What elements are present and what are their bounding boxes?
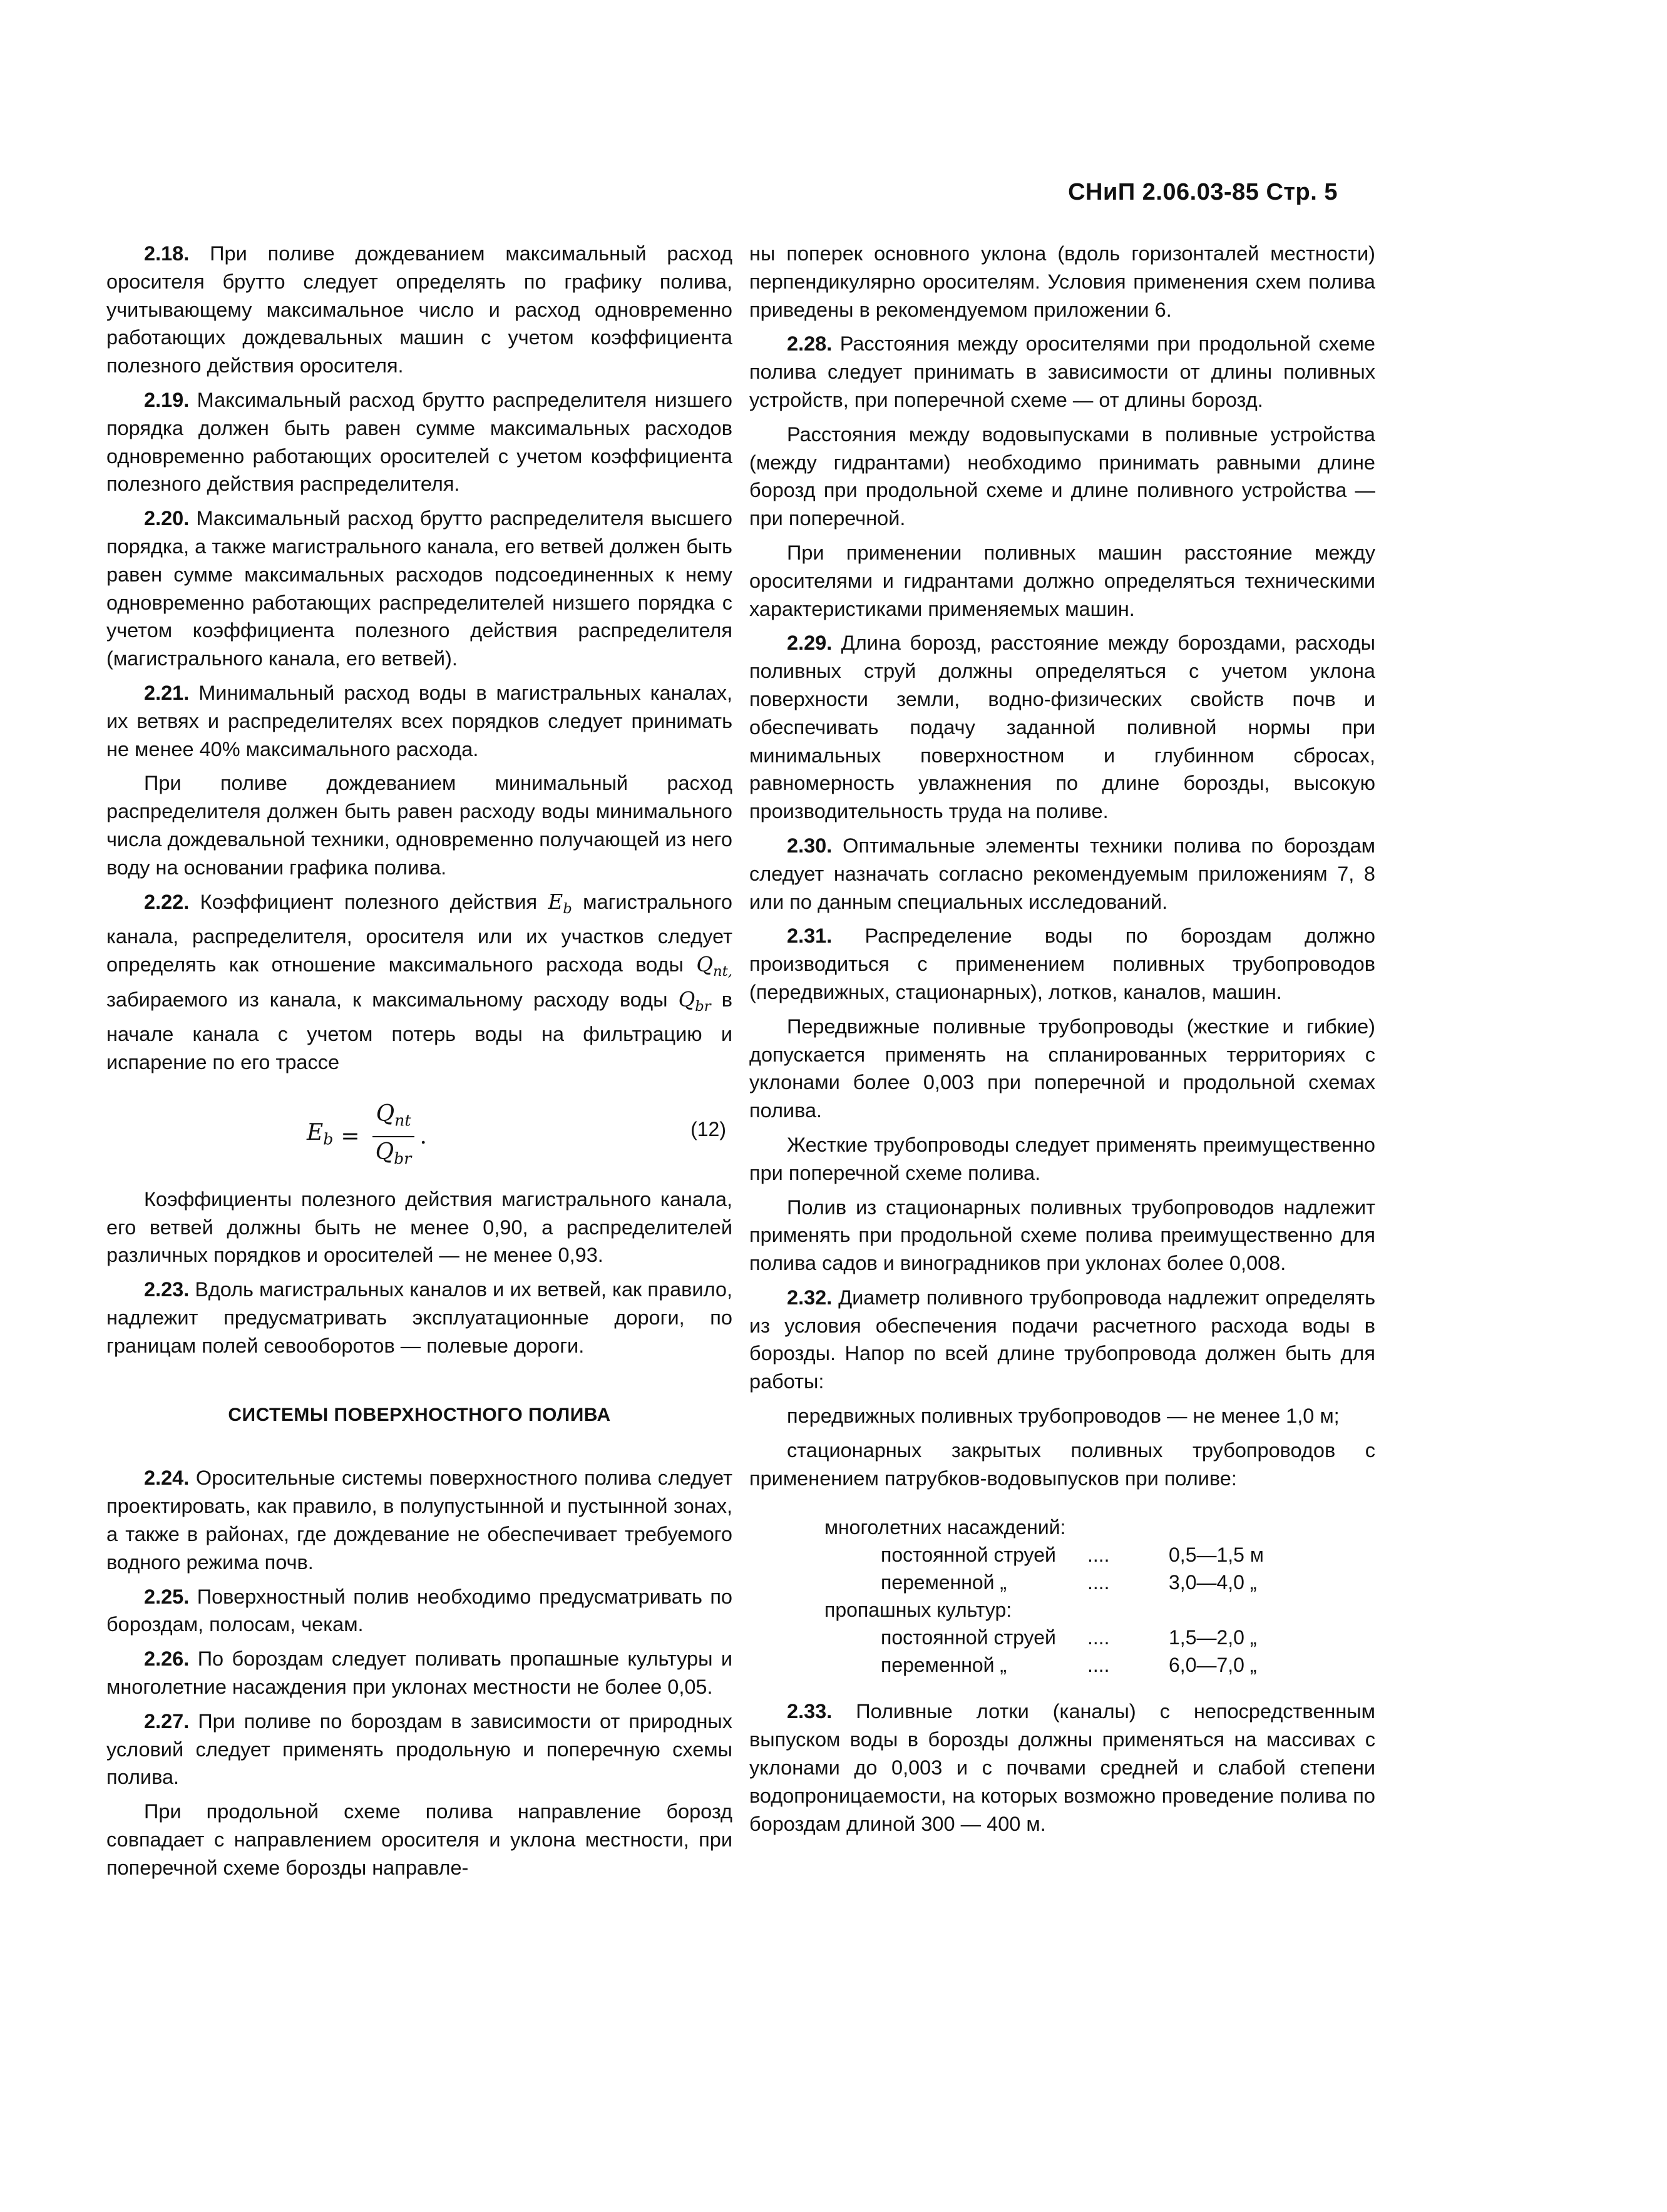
paragraph: Передвижные поливные трубопроводы (жесткие и гибкие) допускается применять на спланированных территориях с уклонами более 0,003 при поперечной и продольной схемах полива. xyxy=(749,1015,1375,1122)
clause-2-33 xyxy=(749,1697,1375,1838)
paragraph: При поливе дождеванием минимальный расход распределителя должен быть равен расходу воды минимального числа дождевальной техники, одновременно получающей из него воду на основании графика полива. xyxy=(106,772,732,879)
paragraph: Коэффициенты полезного действия магистрального канала, его ветвей должны быть не менее 0,90, а распределителей различных порядков и оросителей — не менее 0,93. xyxy=(106,1187,732,1267)
clause-number: 2.24. xyxy=(144,1467,190,1490)
symbol-qnt: $Q_{nt,}$ xyxy=(696,952,732,980)
clause-number: 2.31. xyxy=(787,924,833,948)
clause-text: Распределение воды по бороздам должно производиться с применением поливных трубопроводов (передвижных, стационарных), лотков, каналов, машин. xyxy=(749,924,1376,1003)
clause-number: 2.21. xyxy=(144,681,190,704)
norm-label: постоянной струей xyxy=(881,1626,1056,1649)
formula-number: (12) xyxy=(690,1117,726,1140)
paragraph: передвижных поливных трубопроводов — не менее 1,0 м; xyxy=(787,1405,1340,1428)
section-title: СИСТЕМЫ ПОВЕРХНОСТНОГО ПОЛИВА xyxy=(228,1404,611,1425)
paragraph: При продольной схеме полива направление борозд совпадает с направлением оросителя и уклона местности, при поперечной схеме борозды направле- xyxy=(106,1800,732,1879)
right-column xyxy=(749,240,1375,1844)
norm-row xyxy=(749,1651,1375,1679)
formula-fraction xyxy=(372,1100,415,1174)
norm-dots: .... xyxy=(1087,1571,1110,1594)
norm-label: постоянной струей xyxy=(881,1544,1056,1567)
clause-2-23 xyxy=(106,1276,732,1359)
clause-text: Длина борозд, расстояние между бороздами, расходы поливных струй должны определяться с учетом уклона поверхности земли, водно-физических свойств почв и обеспечивать подачу заданной поливной нормы при минимальных поверхностном и глубинном сбросах, равномерность увлажнения по длине борозды, высокую производительность труда на поливе. xyxy=(749,632,1375,823)
formula-12 xyxy=(106,1083,732,1177)
clause-text: Максимальный расход брутто распределителя низшего порядка должен быть равен сумме максимальных расходов одновременно работающих оросителей с учетом коэффициента полезного действия распределителя. xyxy=(106,388,732,496)
norm-row xyxy=(749,1569,1375,1596)
clause-number: 2.29. xyxy=(787,632,833,655)
clause-2-29 xyxy=(749,629,1375,826)
pressure-norms-list xyxy=(749,1513,1375,1679)
clause-2-24 xyxy=(106,1464,732,1576)
clause-number: 2.27. xyxy=(144,1709,190,1733)
norm-label: переменной „ xyxy=(881,1654,1007,1677)
clause-2-18 xyxy=(106,240,732,380)
clause-2-22 xyxy=(106,888,732,1077)
formula-equals: = xyxy=(341,1123,360,1149)
clause-2-31 xyxy=(749,922,1375,1006)
clause-text: в начале канала с учетом потерь воды на фильтрацию и испарение по его трассе xyxy=(106,988,732,1073)
clause-text: Оптимальные элементы техники полива по бороздам следует назначать согласно рекомендуемым приложениям 7, 8 или по данным специальных исследований. xyxy=(749,834,1375,913)
paragraph: Полив из стационарных поливных трубопроводов надлежит применять при продольной схеме полива преимущественно для полива садов и виноградников при уклонах более 0,008. xyxy=(749,1196,1375,1275)
clause-2-28 xyxy=(749,330,1375,414)
clause-text: При поливе дождеванием максимальный расход оросителя брутто следует определять по графику полива, учитывающему максимальное число и расход одновременно работающих дождевальных машин с учетом коэффициента полезного действия оросителя. xyxy=(106,242,732,377)
clause-number: 2.22. xyxy=(144,890,190,913)
clause-text: При поливе по бороздам в зависимости от природных условий следует применять продольную и поперечную схемы полива. xyxy=(106,1709,733,1789)
clause-text: забираемого из канала, к максимальному расходу воды xyxy=(106,988,668,1011)
clause-text: Коэффициент полезного действия xyxy=(200,890,538,913)
clause-number: 2.28. xyxy=(787,332,833,356)
clause-text: Поверхностный полив необходимо предусматривать по бороздам, полосам, чекам. xyxy=(106,1585,732,1636)
norm-dots: .... xyxy=(1087,1626,1110,1649)
formula-denominator: $Q_{br}$ xyxy=(375,1139,412,1168)
clause-text: Вдоль магистральных каналов и их ветвей, как правило, надлежит предусматривать эксплуатационные дороги, по границам полей севооборотов — полевые дороги. xyxy=(106,1278,732,1357)
clause-number: 2.30. xyxy=(787,834,833,857)
clause-2-21 xyxy=(106,679,732,763)
norm-label: переменной „ xyxy=(881,1571,1007,1594)
clause-number: 2.25. xyxy=(144,1585,190,1608)
norm-value: 1,5—2,0 „ xyxy=(1169,1626,1257,1649)
page-header: СНиП 2.06.03-85 Стр. 5 xyxy=(1068,179,1338,205)
clause-2-32 xyxy=(749,1284,1375,1396)
norm-value: 0,5—1,5 м xyxy=(1169,1544,1264,1567)
clause-2-30 xyxy=(749,832,1375,916)
norm-value: 3,0—4,0 „ xyxy=(1169,1571,1257,1594)
clause-text: магистрального канала, распределителя, оросителя или их участков следует определять как отношение максимального расхода воды xyxy=(106,890,733,976)
clause-text: Расстояния между оросителями при продольной схеме полива следует принимать в зависимости от длины поливных устройств, при поперечной схеме — от длины борозд. xyxy=(749,332,1375,411)
formula-expression xyxy=(307,1100,427,1174)
norm-group-heading: многолетних насаждений: xyxy=(824,1516,1066,1539)
clause-number: 2.18. xyxy=(144,242,190,265)
left-column xyxy=(106,240,732,1888)
clause-number: 2.32. xyxy=(787,1286,833,1309)
clause-text: По бороздам следует поливать пропашные культуры и многолетние насаждения при уклонах местности не более 0,05. xyxy=(106,1647,732,1698)
clause-2-26 xyxy=(106,1645,732,1701)
norm-row xyxy=(749,1624,1375,1651)
clause-text: Оросительные системы поверхностного полива следует проектировать, как правило, в полупустынной и пустынной зонах, а также в районах, где дождевание не обеспечивает требуемого водного режима почв. xyxy=(106,1467,733,1574)
norm-dots: .... xyxy=(1087,1654,1110,1677)
clause-number: 2.23. xyxy=(144,1278,190,1301)
norm-row xyxy=(749,1541,1375,1569)
paragraph: Жесткие трубопроводы следует применять преимущественно при поперечной схеме полива. xyxy=(749,1133,1375,1184)
norm-value: 6,0—7,0 „ xyxy=(1169,1654,1257,1677)
clause-text: Диаметр поливного трубопровода надлежит определять из условия обеспечения подачи расчетного расхода воды в борозды. Напор по всей длине трубопровода должен быть для работы: xyxy=(749,1286,1376,1393)
norm-dots: .... xyxy=(1087,1544,1110,1567)
clause-2-27 xyxy=(106,1708,732,1791)
paragraph-continued: ны поперек основного уклона (вдоль горизонталей местности) перпендикулярно оросителям. Условия применения схем полива приведены в рекомендуемом приложении 6. xyxy=(749,242,1375,321)
clause-2-25 xyxy=(106,1583,732,1639)
clause-text: Максимальный расход брутто распределителя высшего порядка, а также магистрального канала, его ветвей должен быть равен сумме максимальных расходов подсоединенных к нему одновременно работающих распределителей низшего порядка с учетом коэффициента полезного действия распределителя (магистрального канала, его ветвей). xyxy=(106,507,732,670)
symbol-qbr: $Q_{br}$ xyxy=(678,987,711,1015)
paragraph: Расстояния между водовыпусками в поливные устройства (между гидрантами) необходимо принимать равными длине борозд при продольной схеме и длине поливного устройства — при поперечной. xyxy=(749,422,1375,530)
paragraph: При применении поливных машин расстояние между оросителями и гидрантами должно определяться техническими характеристиками применяемых машин. xyxy=(749,541,1375,620)
symbol-eb: $E_b$ xyxy=(548,889,572,917)
clause-number: 2.20. xyxy=(144,507,190,530)
clause-text: Поливные лотки (каналы) с непосредственным выпуском воды в борозды должны применяться на массивах с уклонами до 0,003 и с почвами средней и слабой степени водопроницаемости, на которых возможно проведение полива по бороздам длиной 300 — 400 м. xyxy=(749,1700,1376,1835)
clause-number: 2.33. xyxy=(787,1700,833,1723)
norm-group-heading: пропашных культур: xyxy=(824,1599,1012,1622)
clause-number: 2.26. xyxy=(144,1647,190,1671)
formula-period: . xyxy=(419,1123,427,1149)
clause-number: 2.19. xyxy=(144,388,190,411)
formula-numerator: $Q_{nt}$ xyxy=(372,1100,415,1137)
clause-2-20 xyxy=(106,504,732,673)
clause-2-19 xyxy=(106,386,732,498)
clause-text: Минимальный расход воды в магистральных каналах, их ветвях и распределителях всех порядков следует принимать не менее 40% максимального расхода. xyxy=(106,681,732,760)
paragraph: стационарных закрытых поливных трубопроводов с применением патрубков-водовыпусков при поливе: xyxy=(749,1438,1375,1490)
formula-lhs: $E_b$ xyxy=(307,1120,334,1149)
